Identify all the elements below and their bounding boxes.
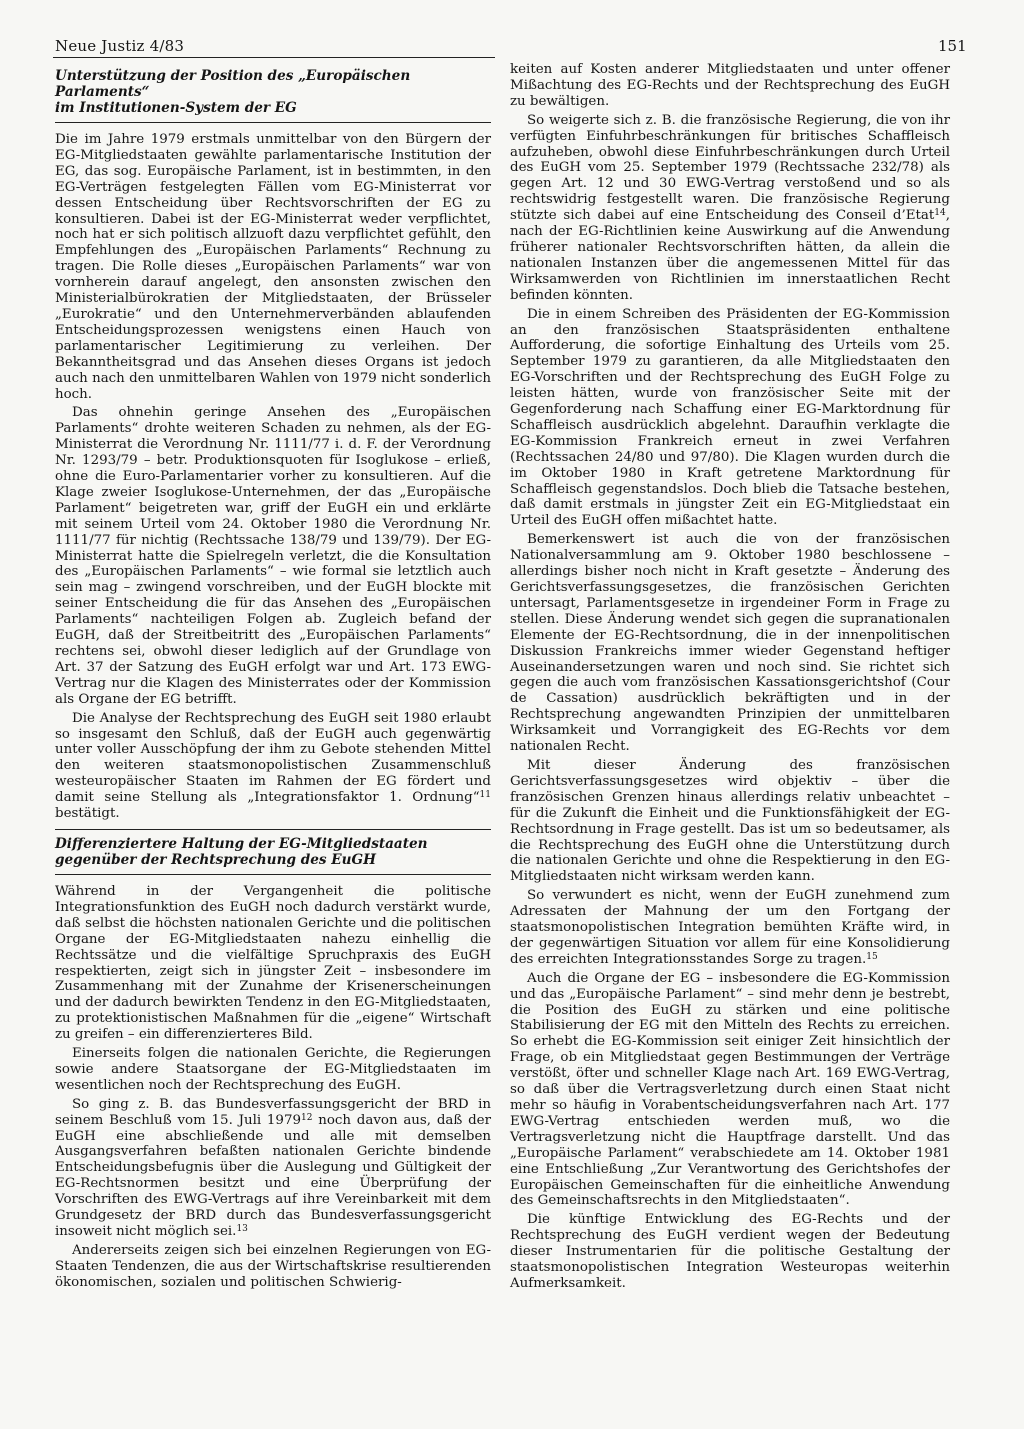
section-heading-2 <box>55 836 491 875</box>
paragraph-text: , nach der EG-Richtlinien keine Auswirkung auf die Anwendung früherer nationaler Rechtsvorschriften hätten, da allein die nationalen Instanzen über die angemessenen Mittel für das Wirksamwerden von Richtlinien im innerstaatlichen Recht befinden könnten. <box>510 208 950 303</box>
paragraph: Die im Jahre 1979 erstmals unmittelbar von den Bürgern der EG-Mitgliedstaaten gewählte parlamentarische Institution der EG, das sog. Europäische Parlament, ist in bestimmten, in den EG-Verträgen festgelegten Fällen vom EG-Ministerrat vor dessen Entscheidung über Rechtsvorschriften der EG zu konsultieren. Dabei ist der EG-Ministerrat weder verpflichtet, noch hat er sich politisch allzuoft dazu verpflichtet gefühlt, den Empfehlungen des „Europäischen Parlaments“ Rechnung zu tragen. Die Rolle dieses „Europäischen Parlaments“ war von vornherein darauf angelegt, den ansonsten zwischen den Ministerialbürokratien der Mitgliedstaaten, der Brüsseler „Eurokratie“ und den Unternehmerverbänden ablaufenden Entscheidungsprozessen wenigstens einen Hauch von parlamentarischer Legitimierung zu verleihen. Der Bekanntheitsgrad und das Ansehen dieses Organs ist jedoch auch nach den unmittelbaren Wahlen von 1979 nicht sonderlich hoch. <box>55 132 491 402</box>
section-heading-1-line-1: Unterstützung der Position des „Europäischen Parlaments“ <box>55 68 411 100</box>
paragraph <box>510 113 950 304</box>
footnote-marker: 12 <box>300 1112 313 1123</box>
paragraph: Die in einem Schreiben des Präsidenten der EG-Kommission an den französischen Staatspräsidenten enthaltene Aufforderung, die sofortige Einhaltung des Urteils vom 25. September 1979 zu garantieren, da alle Mitgliedstaaten den EG-Vorschriften und der Rechtsprechung des EuGH Folge zu leisten hätten, wurde von französischer Seite mit der Gegenforderung nach Schaffung einer EG-Marktordnung für Schaffleisch ausdrücklich abgelehnt. Daraufhin verklagte die EG-Kommission Frankreich erneut in zwei Verfahren (Rechtssachen 24/80 und 97/80). Die Klagen wurden durch die im Oktober 1980 in Kraft getretene Marktordnung für Schaffleisch gegenstandslos. Doch blieb die Tatsache bestehen, daß damit erstmals in jüngster Zeit ein EG-Mitgliedstaat ein Urteil des EuGH offen mißachtet hatte. <box>510 306 950 529</box>
paragraph <box>55 1097 491 1240</box>
paragraph-text: So verwundert es nicht, wenn der EuGH zunehmend zum Adressaten der Mahnung der um den Fortgang der staatsmonopolistischen Integration bemühten Kräfte wird, in der gegenwärtigen Situation vor allem für eine Konsolidierung des erreichten Integrationsstandes Sorge zu tragen. <box>510 888 950 967</box>
paragraph-text: So weigerte sich z. B. die französische Regierung, die von ihr verfügten Einfuhrbeschränkungen für britisches Schaffleisch aufzuheben, obwohl diese Einfuhrbeschränkungen durch Urteil des EuGH vom 25. September 1979 (Rechtssache 232/78) als gegen Art. 12 und 30 EWG-Vertrag verstoßend und so als rechtswidrig festgestellt waren. Die französische Regierung stützte sich dabei auf eine Entscheidung des Conseil d’Etat <box>510 112 950 224</box>
paragraph: Andererseits zeigen sich bei einzelnen Regierungen von EG-Staaten Tendenzen, die aus der Wirtschaftskrise resultierenden ökonomischen, sozialen und politischen Schwierig- <box>55 1242 491 1290</box>
page-number: 151 <box>938 37 967 55</box>
footnote-marker: 15 <box>866 951 878 962</box>
paragraph: Auch die Organe der EG – insbesondere die EG-Kommission und das „Europäische Parlament“ – sind mehr denn je bestrebt, die Position des EuGH zu stärken und eine politische Stabilisierung der EG mit den Mitteln des Rechts zu erreichen. So erhebt die EG-Kommission seit einiger Zeit hinsichtlich der Frage, ob ein Mitgliedstaat gegen Bestimmungen der Verträge verstößt, öfter und schneller Klage nach Art. 169 EWG-Vertrag, so daß über die Vertragsverletzung durch einen Staat nicht mehr so häufig in Vorabentscheidungsverfahren nach Art. 177 EWG-Vertrag entschieden werden muß, wo die Vertragsverletzung nicht die Hauptfrage darstellt. Und das „Europäische Parlament“ verabschiedete am 14. Oktober 1981 eine Entschließung „Zur Verantwortung des Gerichtshofes der Europäischen Gemeinschaften für die einheitliche Anwendung des Gemeinschaftsrechts in den Mitgliedstaaten“. <box>510 970 950 1209</box>
footnote-marker: 14 <box>934 208 946 219</box>
paragraph: Das ohnehin geringe Ansehen des „Europäischen Parlaments“ drohte weiteren Schaden zu nehmen, als der EG-Ministerrat die Verordnung Nr. 1111/77 i. d. F. der Verordnung Nr. 1293/79 – betr. Produktionsquoten für Isoglukose – erließ, ohne die Euro-Parlamentarier vorher zu konsultieren. Auf die Klage zweier Isoglukose-Unternehmen, der das „Europäische Parlament“ beigetreten war, griff der EuGH ein und erklärte mit seinem Urteil vom 24. Oktober 1980 die Verordnung Nr. 1111/77 für nichtig (Rechtssache 138/79 und 139/79). Der EG-Ministerrat hatte die Spielregeln verletzt, die die Konsultation des „Europäischen Parlaments“ – wie formal sie letztlich auch sein mag – zwingend vorschreiben, und der EuGH blockte mit seiner Entscheidung die für das Ansehen des „Europäischen Parlaments“ nachteiligen Folgen ab. Zugleich befand der EuGH, daß der Streitbeitritt des „Europäischen Parlaments“ rechtens sei, obwohl dieser lediglich auf der Grundlage von Art. 37 der Satzung des EuGH erfolgt war und Art. 173 EWG-Vertrag nur die Klagen des Ministerrates oder der Kommission als Organe der EG betrifft. <box>55 405 491 707</box>
paragraph-text: Die Analyse der Rechtsprechung des EuGH seit 1980 erlaubt so insgesamt den Schluß, daß der EuGH auch gegenwärtig unter voller Ausschöpfung der ihm zu Gebote stehenden Mittel den weiteren staatsmonopolistischen Zusammenschluß westeuropäischer Staaten im Rahmen der EG fördert und damit seine Stellung als „Integrationsfaktor 1. Ordnung“ <box>55 710 491 806</box>
paragraph <box>55 711 491 822</box>
footnote-marker: 13 <box>236 1224 248 1234</box>
right-column <box>510 62 950 1295</box>
paragraph: Einerseits folgen die nationalen Gerichte, die Regierungen sowie andere Staatsorgane der EG-Mitgliedstaaten im wesentlichen noch der Rechtsprechung des EuGH. <box>55 1046 491 1093</box>
section-heading-1 <box>55 68 491 123</box>
section-heading-2-line-1: Differenziertere Haltung der EG-Mitgliedstaaten <box>55 835 428 852</box>
left-column <box>55 62 491 1294</box>
section-heading-2-line-2: gegenüber der Rechtsprechung des EuGH <box>55 851 376 868</box>
section-heading-1-line-2: im Institutionen-System der EG <box>55 100 297 116</box>
journal-issue: Neue Justiz 4/83 <box>55 37 185 55</box>
paragraph: Während in der Vergangenheit die politische Integrationsfunktion des EuGH noch dadurch verstärkt wurde, daß selbst die höchsten nationalen Gerichte und die politischen Organe der EG-Mitgliedstaaten nahezu einhellig die Rechtssätze und die vielfältige Spruchpraxis des EuGH respektierten, zeigt sich in jüngster Zeit – insbesondere im Zusammenhang mit der Zunahme der Krisenerscheinungen und der dadurch bewirkten Tendenz in den EG-Mitgliedstaaten, zu protektionistischen Maßnahmen für die „eigene“ Wirtschaft zu greifen – ein differenzierteres Bild. <box>55 883 491 1043</box>
header-rule <box>53 57 495 58</box>
paragraph: Bemerkenswert ist auch die von der französischen Nationalversammlung am 9. Oktober 1980 beschlossene – allerdings bisher noch nicht in Kraft gesetzte – Änderung des Gerichtsverfassungsgesetzes, die französischen Gerichten untersagt, Parlamentsgesetze in irgendeiner Form in Frage zu stellen. Diese Änderung wendet sich gegen die supranationalen Elemente der EG-Rechtsordnung, die in der innenpolitischen Diskussion Frankreichs immer wieder Gegenstand heftiger Auseinandersetzungen waren und noch sind. Sie richtet sich gegen die auch vom französischen Kassationsgerichtshof (Cour de Cassation) ausdrücklich bekräftigten und in der Rechtsprechung angewandten Prinzipien der unmittelbaren Wirksamkeit und Vorrangigkeit des EG-Rechts vor dem nationalen Recht. <box>510 532 950 755</box>
section-divider <box>55 829 491 830</box>
footnote-marker: 11 <box>479 790 491 801</box>
paragraph <box>510 888 950 968</box>
paragraph: Mit dieser Änderung des französischen Gerichtsverfassungsgesetzes wird objektiv – über die französischen Grenzen hinaus allerdings relativ unbeachtet – für die Zukunft die Einheit und die Funktionsfähigkeit der EG-Rechtsordnung in Frage gestellt. Das ist um so bedeutsamer, als die Rechtsprechung des EuGH ohne die Unterstützung durch die nationalen Gerichte und ohne die Respektierung in den EG-Mitgliedstaaten nicht wirksam werden kann. <box>510 757 950 885</box>
paragraph-text: bestätigt. <box>55 806 120 822</box>
paragraph-text: So ging z. B. das Bundesverfassungsgericht der BRD in seinem Beschluß vom 15. Juli 1979 <box>55 1096 491 1128</box>
paragraph: keiten auf Kosten anderer Mitgliedstaaten und unter offener Mißachtung des EG-Rechts und der Rechtsprechung des EuGH zu bewältigen. <box>510 62 950 109</box>
paragraph-text: noch davon aus, daß der EuGH eine abschließende und alle mit demselben Ausgangsverfahren befaßten nationalen Gerichte bindende Entscheidungsbefugnis über die Auslegung und Gültigkeit der EG-Rechtsnormen besitzt und eine Überprüfung der Vorschriften des EWG-Vertrags auf ihre Vereinbarkeit mit dem Grundgesetz der BRD durch das Bundesverfassungsgericht insoweit nicht möglich sei. <box>55 1112 491 1239</box>
paragraph: Die künftige Entwicklung des EG-Rechts und der Rechtsprechung des EuGH verdient wegen der Bedeutung dieser Instrumentarien für die politische Gestaltung der staatsmonopolistischen Integration Westeuropas weiterhin Aufmerksamkeit. <box>510 1212 950 1291</box>
